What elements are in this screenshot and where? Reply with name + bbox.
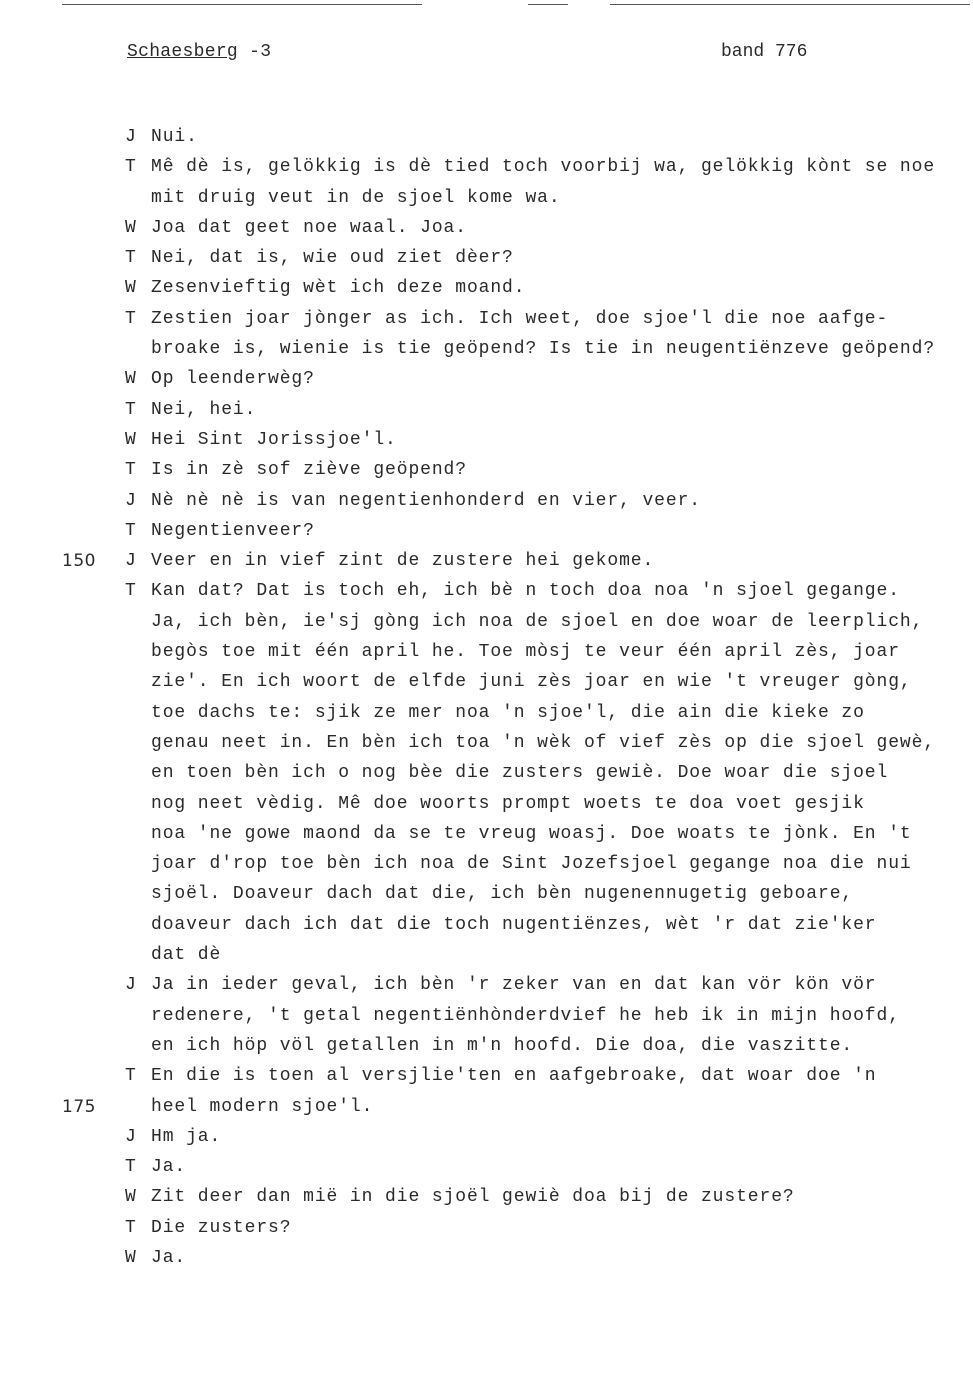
transcript-line [0, 152, 973, 182]
utterance-text: Zesenvieftig wèt ich deze moand. [151, 278, 526, 299]
transcript-line [0, 486, 973, 516]
transcript-turn [0, 364, 973, 394]
utterance-text: toe dachs te: sjik ze mer noa 'n sjoe'l, die ain die kieke zo [151, 702, 865, 723]
transcript-line [0, 334, 973, 364]
utterance-text: Ja. [151, 1247, 187, 1268]
transcript-line [0, 758, 973, 788]
transcript-turn [0, 546, 973, 576]
transcript-line [0, 243, 973, 273]
utterance-text: nog neet vèdig. Mê doe woorts prompt woets te doa voet gesjik [151, 793, 865, 814]
transcript-line [0, 1061, 973, 1091]
transcript-line [0, 1213, 973, 1243]
utterance-text: Nè nè nè is van negentienhonderd en vier, veer. [151, 490, 701, 511]
page-header-place [127, 42, 271, 62]
transcript-turn [0, 122, 973, 152]
utterance-text: Zestien joar jònger as ich. Ich weet, doe sjoe'l die noe aafge- [151, 308, 889, 329]
transcript-turn [0, 516, 973, 546]
utterance-text: en toen bèn ich o nog bèe die zusters gewiè. Doe woar die sjoel [151, 763, 889, 784]
utterance-text: Ja, ich bèn, ie'sj gòng ich noa de sjoel en doe woar de leerplich, [151, 611, 924, 632]
transcript-turn [0, 395, 973, 425]
transcript-line [0, 1001, 973, 1031]
transcript-turn [0, 970, 973, 1061]
utterance-text: Kan dat? Dat is toch eh, ich bè n toch doa noa 'n sjoel gegange. [151, 581, 900, 602]
transcript-line [0, 637, 973, 667]
speaker-label: J [125, 551, 137, 572]
utterance-text: sjoël. Doaveur dach dat die, ich bèn nugenennugetig geboare, [151, 884, 854, 905]
transcript-turn [0, 425, 973, 455]
utterance-text: Nui. [151, 127, 198, 147]
tape-number: band 776 [721, 42, 808, 62]
transcript-line [0, 364, 973, 394]
utterance-text: Op leenderwèg? [151, 369, 315, 390]
utterance-text: Mê dè is, gelökkig is dè tied toch voorbij wa, gelökkig kònt se noe [151, 157, 936, 178]
utterance-text: Die zusters? [151, 1217, 292, 1238]
utterance-text: Is in zè sof ziève geöpend? [151, 460, 467, 481]
transcript-line [0, 970, 973, 1000]
top-rule-right [610, 4, 970, 5]
transcript-line [0, 1243, 973, 1273]
transcript-line [0, 425, 973, 455]
speaker-label: T [125, 399, 137, 420]
speaker-label: W [125, 1247, 137, 1268]
speaker-label: T [125, 1217, 137, 1238]
transcript-line [0, 576, 973, 606]
transcript-turn [0, 576, 973, 970]
transcript-line [0, 273, 973, 303]
transcript-line [0, 455, 973, 485]
transcript-turn [0, 1213, 973, 1243]
transcript-line [0, 698, 973, 728]
transcript-line [0, 667, 973, 697]
transcript-line [0, 395, 973, 425]
speaker-label: J [125, 127, 137, 147]
speaker-label: T [125, 1157, 137, 1178]
speaker-label: T [125, 157, 137, 178]
top-rule-middle [528, 4, 568, 5]
transcript-turn [0, 304, 973, 365]
transcript-turn [0, 1243, 973, 1273]
page-number: -3 [238, 42, 272, 62]
transcript [0, 122, 973, 1273]
transcript-line [0, 213, 973, 243]
speaker-label: T [125, 460, 137, 481]
utterance-text: Hei Sint Jorissjoe'l. [151, 429, 397, 450]
transcript-turn [0, 1182, 973, 1212]
transcript-line [0, 183, 973, 213]
utterance-text: Hm ja. [151, 1126, 222, 1147]
speaker-label: T [125, 1066, 137, 1087]
transcript-line [0, 789, 973, 819]
transcript-turn [0, 1061, 973, 1122]
utterance-text: zie'. En ich woort de elfde juni zès joar en wie 't vreuger gòng, [151, 672, 912, 693]
utterance-text: Negentienveer? [151, 520, 315, 541]
speaker-label: T [125, 581, 137, 602]
transcript-turn [0, 1122, 973, 1152]
utterance-text: heel modern sjoe'l. [151, 1096, 374, 1117]
transcript-turn [0, 243, 973, 273]
utterance-text: noa 'ne gowe maond da se te vreug woasj. Doe woats te jònk. En 't [151, 823, 912, 844]
utterance-text: Joa dat geet noe waal. Joa. [151, 217, 467, 238]
transcript-line [0, 910, 973, 940]
utterance-text: dat dè [151, 945, 222, 966]
transcript-turn [0, 273, 973, 303]
transcript-line [0, 607, 973, 637]
line-number: 150 [62, 551, 96, 572]
speaker-label: T [125, 308, 137, 329]
utterance-text: En die is toen al versjlie'ten en aafgebroake, dat woar doe 'n [151, 1066, 877, 1087]
utterance-text: Veer en in vief zint de zustere hei gekome. [151, 551, 655, 572]
transcript-line [0, 879, 973, 909]
utterance-text: en ich höp völ getallen in m'n hoofd. Die doa, die vaszitte. [151, 1035, 854, 1056]
speaker-label: W [125, 217, 137, 238]
place-name: Schaesberg [127, 42, 239, 62]
utterance-text: broake is, wienie is tie geöpend? Is tie in neugentiënzeve geöpend? [151, 339, 936, 360]
speaker-label: W [125, 429, 137, 450]
transcript-line [0, 546, 973, 576]
transcript-line [0, 1182, 973, 1212]
transcript-line [0, 1092, 973, 1122]
speaker-label: J [125, 1126, 137, 1147]
transcript-line [0, 819, 973, 849]
utterance-text: Zit deer dan mië in die sjoël gewiè doa bij de zustere? [151, 1187, 795, 1208]
utterance-text: Nei, dat is, wie oud ziet dèer? [151, 248, 514, 269]
transcript-turn [0, 1152, 973, 1182]
transcript-line [0, 728, 973, 758]
transcript-line [0, 1122, 973, 1152]
speaker-label: W [125, 278, 137, 299]
utterance-text: redenere, 't getal negentiënhònderdvief he heb ik in mijn hoofd, [151, 1005, 900, 1026]
transcript-turn [0, 152, 973, 213]
speaker-label: T [125, 248, 137, 269]
transcript-turn [0, 486, 973, 516]
utterance-text: Nei, hei. [151, 399, 257, 420]
utterance-text: Ja in ieder geval, ich bèn 'r zeker van en dat kan vör kön vör [151, 975, 877, 996]
speaker-label: W [125, 1187, 137, 1208]
speaker-label: W [125, 369, 137, 390]
transcript-turn [0, 455, 973, 485]
utterance-text: doaveur dach ich dat die toch nugentiënzes, wèt 'r dat zie'ker [151, 914, 877, 935]
utterance-text: joar d'rop toe bèn ich noa de Sint Jozefsjoel gegange noa die nui [151, 854, 912, 875]
top-rule-left [62, 4, 422, 5]
utterance-text: Ja. [151, 1157, 187, 1178]
utterance-text: mit druig veut in de sjoel kome wa. [151, 187, 561, 208]
speaker-label: J [125, 975, 137, 996]
utterance-text: begòs toe mit één april he. Toe mòsj te veur één april zès, joar [151, 642, 900, 663]
transcript-line [0, 304, 973, 334]
line-number: 175 [62, 1096, 96, 1117]
transcript-line [0, 516, 973, 546]
speaker-label: T [125, 520, 137, 541]
transcript-line [0, 849, 973, 879]
transcript-line [0, 940, 973, 970]
transcript-line [0, 1152, 973, 1182]
speaker-label: J [125, 490, 137, 511]
transcript-line [0, 1031, 973, 1061]
utterance-text: genau neet in. En bèn ich toa 'n wèk of vief zès op die sjoel gewè, [151, 732, 936, 753]
transcript-turn [0, 213, 973, 243]
transcript-line [0, 122, 973, 152]
